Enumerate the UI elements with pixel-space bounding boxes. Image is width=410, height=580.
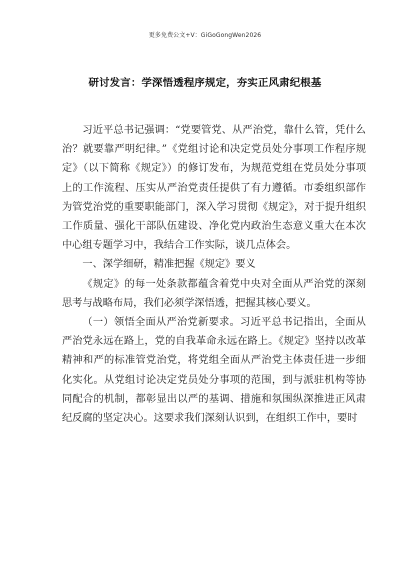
section-heading-1: 一、深学细研，精准把握《规定》要义: [82, 259, 256, 271]
document-body: [62, 121, 366, 428]
header-note: 更多免费公文+V：GiGoGongWen2026: [148, 32, 262, 39]
document-title: 研讨发言：学深悟透程序规定，夯实正风肃纪根基: [88, 77, 322, 89]
paragraph-intro: 习近平总书记强调：“党要管党、从严治党，靠什么管，凭什么治？就要靠严明纪律。”《党组讨论和决定党员处分事项工作程序规定》（以下简称《规定》）的修订发布，为规范党组在党员处分事项上的工作流程、压实从严治党责任提供了有力遵循。市委组织部作为管党治党的重要职能部门，深入学习贯彻《规定》，对于提升组织工作质量、强化干部队伍建设、净化党内政治生态意义重大在本次中心组专题学习中，我结合工作实际，谈几点体会。: [62, 125, 366, 252]
paragraph-section-1-intro: 《规定》的每一处条款都蕴含着党中央对全面从严治党的深刻思考与战略布局，我们必须学深悟透，把握其核心要义。: [62, 278, 366, 309]
paragraph-subsection-1: （一）领悟全面从严治党新要求。习近平总书记指出，全面从严治党永远在路上，党的自我革命永远在路上。《规定》坚持以改革精神和严的标准管党治党，将党组全面从严治党主体责任进一步细化实化。从党组讨论决定党员处分事项的范围，到与派驻机构等协同配合的机制，都彰显出以严的基调、措施和氛围纵深推进正风肃纪反腐的坚定决心。这要求我们深刻认识到，在组织工作中，要时: [62, 317, 366, 425]
